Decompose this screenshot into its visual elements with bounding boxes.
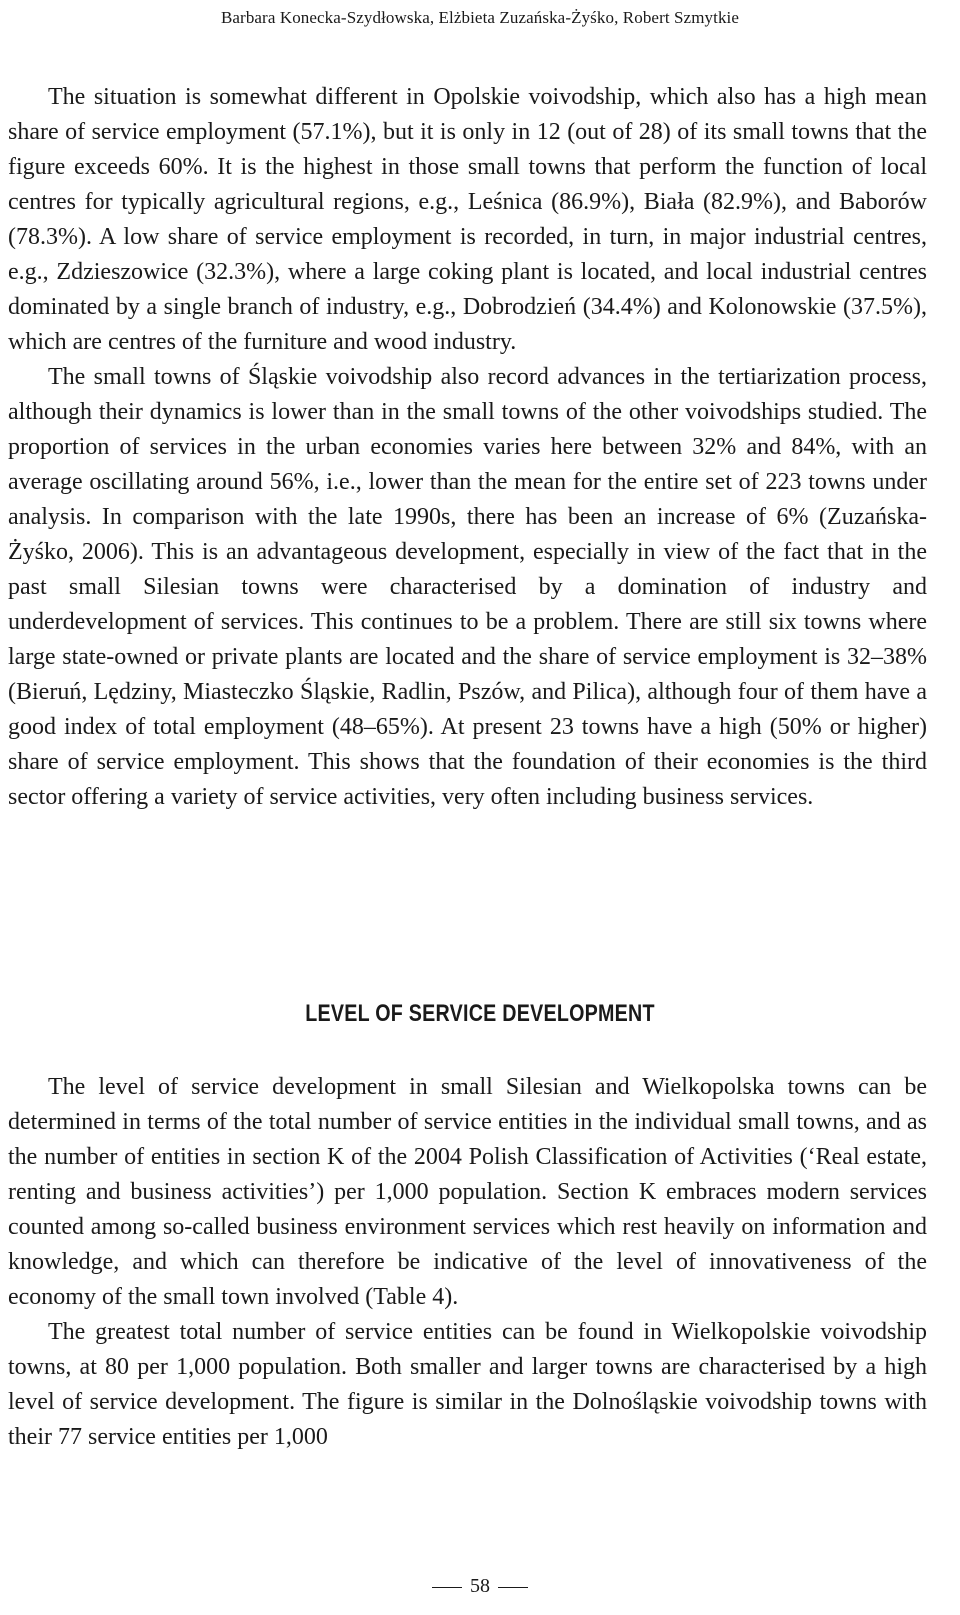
body-text-block bbox=[8, 80, 927, 815]
page-number: 58 bbox=[470, 1575, 490, 1597]
paragraph-opolskie: The situation is somewhat different in Opolskie voivodship, which also has a high mean share of service employment (57.1%), but it is only in 12 (out of 28) of its small towns that the figure exceeds 60%. It is the highest in those small towns that perform the function of local centres for typically agricultural regions, e.g., Leśnica (86.9%), Biała (82.9%), and Baborów (78.3%). A low share of service employment is recorded, in turn, in major industrial centres, e.g., Zdzieszowice (32.3%), where a large coking plant is located, and local industrial centres dominated by a single branch of industry, e.g., Dobrodzień (34.4%) and Kolonowskie (37.5%), which are centres of the furniture and wood industry. bbox=[8, 84, 927, 355]
paragraph-level-of-service: The level of service development in small Silesian and Wielkopolska towns can be determined in terms of the total number of service entities in the individual small towns, and as the number of entities in section K of the 2004 Polish Classification of Activities (‘Real estate, renting and business activities’) per 1,000 population. Section K embraces modern services counted among so-called business environment services which rest heavily on information and knowledge, and which can therefore be indicative of the level of innovativeness of the economy of the small town involved (Table 4). bbox=[8, 1074, 927, 1310]
paragraph-slaskie: The small towns of Śląskie voivodship also record advances in the tertiarization process, although their dynamics is lower than in the small towns of the other voivodships studied. The proportion of services in the urban economies varies here between 32% and 84%, with an average oscillating around 56%, i.e., lower than the mean for the entire set of 223 towns under analysis. In comparison with the late 1990s, there has been an increase of 6% (Zuzańska-Żyśko, 2006). This is an advantageous development, especially in view of the fact that in the past small Silesian towns were characterised by a domination of industry and underdevelopment of services. This continues to be a problem. There are still six towns where large state-owned or private plants are located and the share of service employment is 32–38% (Bieruń, Lędziny, Miasteczko Śląskie, Radlin, Pszów, and Pilica), although four of them have a good index of total employment (48–65%). At present 23 towns have a high (50% or higher) share of service employment. This shows that the foundation of their economies is the third sector offering a variety of service activities, very often including business services. bbox=[8, 364, 927, 810]
left-dash bbox=[432, 1587, 462, 1588]
page-number-footer bbox=[0, 1575, 960, 1598]
right-dash bbox=[498, 1587, 528, 1588]
section-body-text bbox=[8, 1070, 927, 1455]
running-head-authors: Barbara Konecka-Szydłowska, Elżbieta Zuzańska-Żyśko, Robert Szmytkie bbox=[220, 8, 740, 27]
section-heading: LEVEL OF SERVICE DEVELOPMENT bbox=[305, 1000, 655, 1027]
paragraph-greatest-number: The greatest total number of service entities can be found in Wielkopolskie voivodship towns, at 80 per 1,000 population. Both smaller and larger towns are characterised by a high level of service development. The figure is similar in the Dolnośląskie voivodship towns with their 77 service entities per 1,000 bbox=[8, 1319, 927, 1450]
